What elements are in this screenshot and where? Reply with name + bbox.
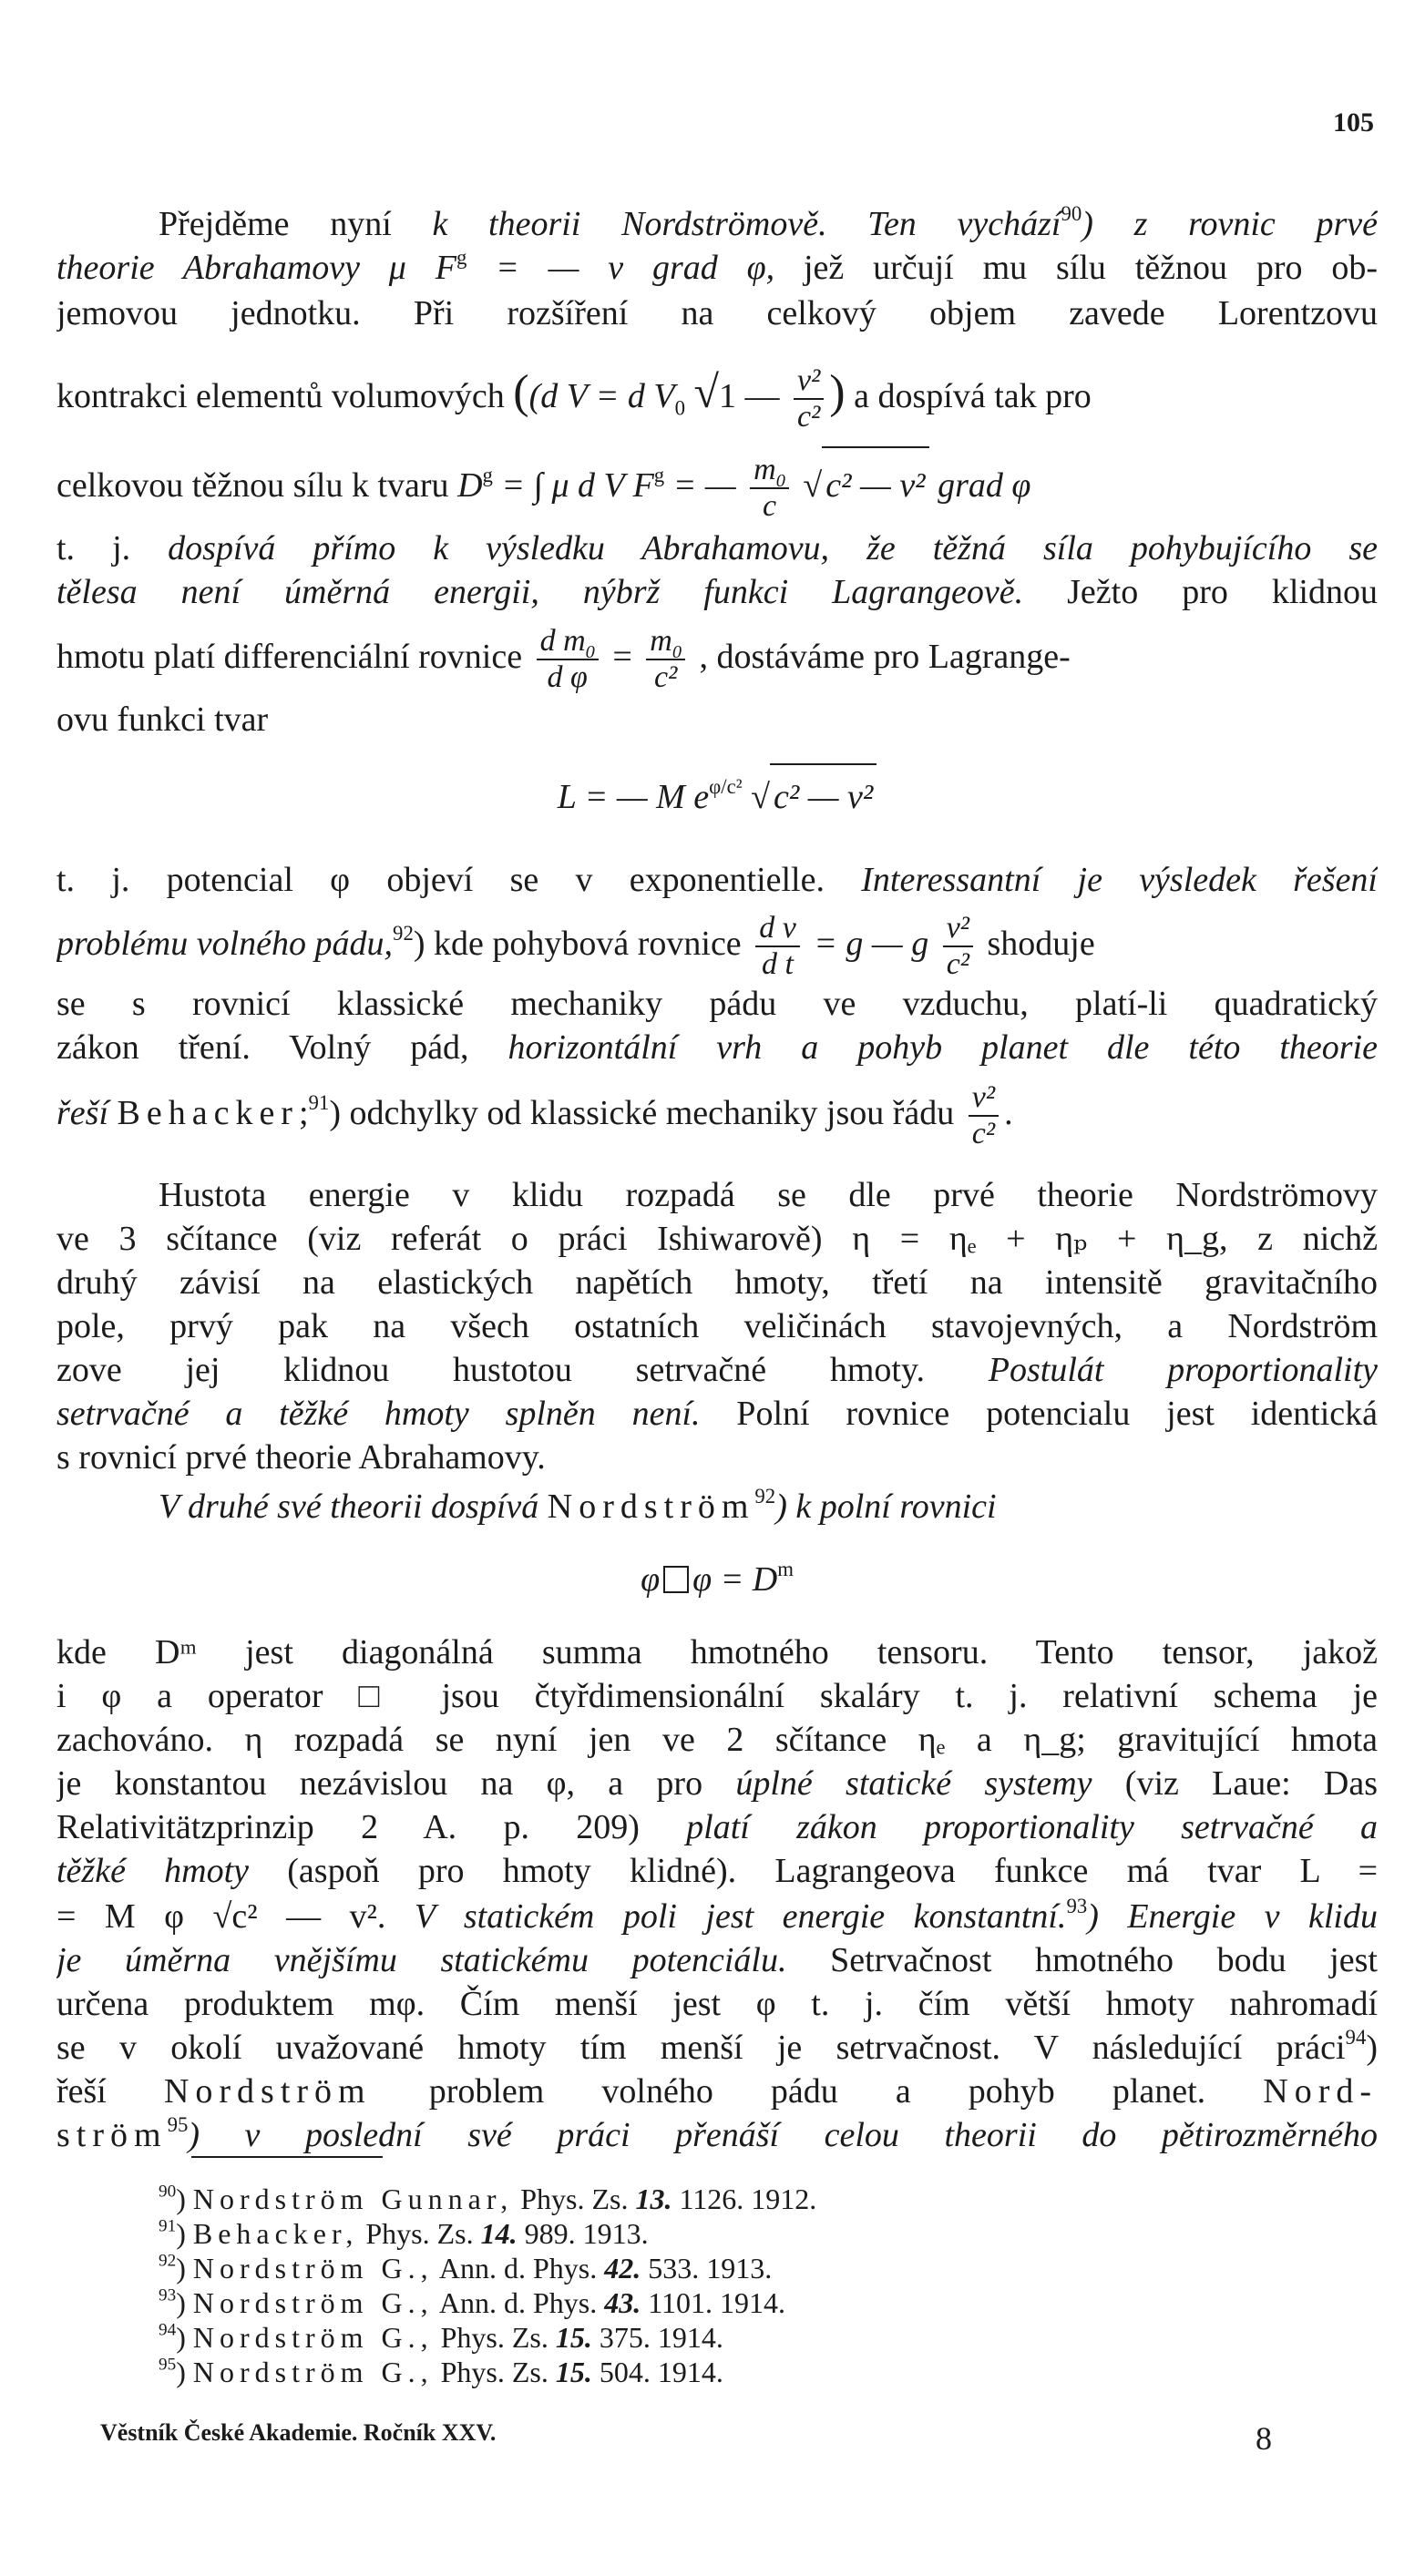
fraction: $\frac{\text{d v}}{\text{d t}}$ xyxy=(755,911,800,980)
p3-line-6 xyxy=(56,1807,1378,1847)
text-italic: ) k polní rovnici xyxy=(775,1487,997,1526)
text-italic: V druhé své theorii dospívá xyxy=(159,1487,539,1526)
p3-line-8 xyxy=(56,1896,1378,1937)
footnote-ref: 92 xyxy=(754,1487,776,1508)
subscript: 0 xyxy=(674,396,686,420)
math: (d V = d V xyxy=(528,377,675,415)
radicand: c² — v² xyxy=(770,763,877,827)
p1-line-8 xyxy=(56,619,1378,694)
p1-line-1 xyxy=(159,204,1378,244)
text: Ježto pro klidnou xyxy=(1023,573,1378,611)
math: = g — g xyxy=(814,925,929,963)
text: zove jej klidnou hustotou setrvačné hmoty. xyxy=(56,1351,989,1389)
text: hmotu platí differenciální rovnice xyxy=(56,638,523,676)
text-italic: je úměrna vnějšímu statickému potenciálu. xyxy=(56,1941,787,1979)
p3-line-12 xyxy=(56,2071,1378,2111)
p1-line-5 xyxy=(56,446,1378,521)
p1-line-4 xyxy=(56,355,1378,428)
footnote-ref: 95 xyxy=(167,2115,189,2137)
text-italic: setrvačné a těžké hmoty splněn není. xyxy=(56,1395,701,1433)
text-italic: k theorii Nordströmově. Ten vychází xyxy=(432,205,1061,243)
footnote: $^{93}$) Nordström G., Ann. d. Phys. 43. 1101. 1914. xyxy=(159,2285,786,2319)
p1-line-11 xyxy=(56,907,1378,980)
footnote: $^{90}$) Nordström Gunnar, Phys. Zs. 13. 1126. 1912. xyxy=(159,2182,817,2215)
p1-line-3: jemovou jednotku. Při rozšíření na celkový objem zavede Lorentzovu xyxy=(56,294,1378,332)
text-italic: V statickém poli jest energie konstantní. xyxy=(414,1897,1067,1936)
text: (viz Laue: Das xyxy=(1092,1764,1378,1803)
p3-line-11 xyxy=(56,2028,1378,2068)
footnote-ref: 92 xyxy=(393,922,414,946)
superscript: m xyxy=(777,1559,794,1581)
text: t. j. potencial φ objeví se v exponentielle. xyxy=(56,861,862,899)
math: 1 — xyxy=(719,377,780,415)
equals: = xyxy=(612,638,632,676)
text: řeší xyxy=(56,2072,107,2111)
p2-line-2: ve 3 sčítance (viz referát o práci Ishiwarově) η = ηₑ + ηₚ + η_g, z nichž xyxy=(56,1220,1378,1258)
text: kontrakci elementů volumových xyxy=(56,377,505,415)
text: jež určují mu sílu těžnou pro ob- xyxy=(774,249,1378,287)
p3-line-5 xyxy=(56,1763,1378,1804)
text-italic: μ F xyxy=(359,249,456,287)
text: shoduje xyxy=(987,925,1095,963)
author-name: ström xyxy=(56,2116,168,2154)
text-italic: řeší xyxy=(56,1094,108,1132)
text: , dostáváme pro Lagrange- xyxy=(699,638,1071,676)
p2-line-1: Hustota energie v klidu rozpadá se dle prvé theorie Nordströmovy xyxy=(159,1176,1378,1214)
text: Polní rovnice potencialu jest identická xyxy=(700,1395,1378,1433)
text: ) kde pohybová rovnice xyxy=(413,925,742,963)
page-number: 105 xyxy=(1333,107,1374,138)
p3-line-2: kde Dᵐ jest diagonálná summa hmotného tensoru. Tento tensor, jakož xyxy=(56,1633,1378,1671)
text: Přejděme nyní xyxy=(159,205,433,243)
footnote-ref: 90 xyxy=(1061,204,1082,226)
math: φ xyxy=(641,1560,661,1599)
math: = ∫ μ d V F xyxy=(492,466,654,505)
fraction: $\frac{d m_0}{\text{d φ}}$ xyxy=(537,624,599,694)
superscript: g xyxy=(456,248,467,270)
p3-line-3: i φ a operator □ jsou čtyřdimensionální skaláry t. j. relativní schema je xyxy=(56,1677,1378,1715)
text-italic: problému volného pádu, xyxy=(56,925,394,963)
math: φ = D xyxy=(692,1560,778,1599)
text-italic: těžké hmoty xyxy=(56,1852,250,1890)
p1-line-2 xyxy=(56,248,1378,288)
paren: ( xyxy=(513,366,529,418)
author-name: Nord- xyxy=(1263,2072,1378,2111)
footnote: $^{95}$) Nordström G., Phys. Zs. 15. 504. 1914. xyxy=(159,2355,723,2388)
fraction: $\frac{\text{v²}}{\text{c²}}$ xyxy=(794,363,824,428)
footnote: $^{94}$) Nordström G., Phys. Zs. 15. 375. 1914. xyxy=(159,2320,723,2354)
text: t. j. xyxy=(56,529,169,567)
text-italic: Postulát proportionality xyxy=(988,1351,1378,1389)
p3-line-10: určena produktem mφ. Čím menší jest φ t. j. čím větší hmoty nahromadí xyxy=(56,1985,1378,2023)
text: problem volného pádu a pohyb planet. xyxy=(428,2072,1206,2111)
p1-line-13 xyxy=(56,1027,1378,1068)
radicand: c² — v² xyxy=(822,446,928,521)
text-italic: dospívá přímo k výsledku Abrahamovu, že těžná síla pohybujícího se xyxy=(168,529,1378,567)
footnote-ref: 94 xyxy=(1345,2028,1367,2050)
text: je konstantou nezávislou na φ, a pro xyxy=(56,1764,736,1803)
text-italic: tělesa není úměrná energii, nýbrž funkci Lagrangeově. xyxy=(56,573,1024,611)
text-italic: ) z rovnic prvé xyxy=(1082,205,1378,243)
p2-line-7: s rovnicí prvé theorie Abrahamovy. xyxy=(56,1438,546,1477)
p3-line-9 xyxy=(56,1940,1378,1980)
dalembert-operator-icon xyxy=(663,1566,689,1593)
text: ) xyxy=(1366,2029,1378,2067)
text: Relativitätzprinzip 2 A. p. 209) xyxy=(56,1808,687,1846)
math: L = — M e xyxy=(557,778,710,816)
p1-line-14: řeší Behacker;$^{91}$) odchylky od klassické mechaniky jsou řádu $\frac{\text{v²}}{\text{c²}}$ . xyxy=(56,1077,1378,1150)
p3-line-7 xyxy=(56,1851,1378,1891)
journal-footer: Věstník České Akademie. Ročník XXV. xyxy=(100,2419,497,2446)
text-italic: Interessantní je výsledek řešení xyxy=(861,861,1378,899)
p3-line-1 xyxy=(159,1487,1378,1527)
superscript: φ/c² xyxy=(709,775,743,799)
p1-line-12: se s rovnicí klassické mechaniky pádu ve vzduchu, platí-li quadratický xyxy=(56,985,1378,1023)
fraction: $\frac{m_0}{c}$ xyxy=(750,453,789,521)
superscript: g xyxy=(482,464,493,487)
math: = — xyxy=(664,466,736,505)
fraction: $\frac{\text{v²}}{\text{c²}}$ xyxy=(969,1080,999,1150)
superscript: g xyxy=(653,464,665,487)
author-name: Behacker xyxy=(117,1094,299,1132)
paren: ) xyxy=(829,366,846,418)
p1-line-9: ovu funkci tvar xyxy=(56,700,269,739)
author-name: Nordström xyxy=(163,2072,372,2111)
p1-line-10 xyxy=(56,860,1378,900)
text: Setrvačnost hmotného bodu jest xyxy=(786,1941,1378,1979)
footnote-ref: 93 xyxy=(1066,1896,1088,1918)
p3-line-4: zachováno. η rozpadá se nyní jen ve 2 sčítance ηₑ a η_g; gravitující hmota xyxy=(56,1721,1378,1759)
p1-line-7 xyxy=(56,572,1378,612)
text-italic: theorie Abrahamovy xyxy=(56,249,360,287)
text: se v okolí uvažované hmoty tím menší je setrvačnost. V následující práci xyxy=(56,2029,1346,2067)
sqrt-sign: √ xyxy=(751,778,770,816)
sqrt-sign: √ xyxy=(803,466,823,505)
author-name: Nordström xyxy=(547,1487,755,1526)
footnote-divider xyxy=(191,2156,383,2158)
text-italic: ) v poslední své práci přenáší celou theorii do pětirozměrného xyxy=(188,2116,1378,2154)
text: (aspoň pro hmoty klidné). Lagrangeova funkce má tvar L = xyxy=(249,1852,1378,1890)
footnote: $^{91}$) Behacker, Phys. Zs. 14. 989. 1913. xyxy=(159,2216,649,2250)
text-italic: úplné statické systemy xyxy=(735,1764,1092,1803)
sqrt-sign: √ xyxy=(693,366,719,417)
equation-lagrange xyxy=(56,763,1378,827)
p3-line-13 xyxy=(56,2115,1378,2155)
text-italic: ) Energie v klidu xyxy=(1087,1897,1378,1936)
text: zákon tření. Volný pád, xyxy=(56,1028,508,1067)
p2-line-4: pole, prvý pak na všech ostatních veličinách stavojevných, a Nordström xyxy=(56,1307,1378,1345)
text: ) odchylky od klassické mechaniky jsou řádu xyxy=(329,1094,955,1132)
math: D xyxy=(457,466,483,505)
text-italic: platí zákon proportionality setrvačné a xyxy=(686,1808,1378,1846)
text: a dospívá tak pro xyxy=(854,377,1092,415)
p1-line-6 xyxy=(56,528,1378,568)
text: celkovou těžnou sílu k tvaru xyxy=(56,466,449,505)
footnote-ref: 91 xyxy=(308,1091,330,1115)
fraction: $\frac{m_0}{\text{c²}}$ xyxy=(646,624,685,694)
p2-line-3: druhý závisí na elastických napětích hmoty, třetí na intensitě gravitačního xyxy=(56,1263,1378,1302)
footnote: $^{92}$) Nordström G., Ann. d. Phys. 42. 533. 1913. xyxy=(159,2251,773,2285)
text-italic: = — ν grad φ, xyxy=(466,249,775,287)
text-italic: grad φ xyxy=(938,466,1031,505)
text-italic: horizontální vrh a pohyb planet dle této theorie xyxy=(507,1028,1378,1067)
p2-line-6 xyxy=(56,1394,1378,1434)
math: = M φ √c² — v². xyxy=(56,1897,415,1936)
equation-field xyxy=(56,1559,1378,1600)
sheet-number: 8 xyxy=(1256,2420,1272,2457)
fraction: $\frac{\text{v²}}{\text{c²}}$ xyxy=(943,911,973,980)
p2-line-5 xyxy=(56,1350,1378,1390)
